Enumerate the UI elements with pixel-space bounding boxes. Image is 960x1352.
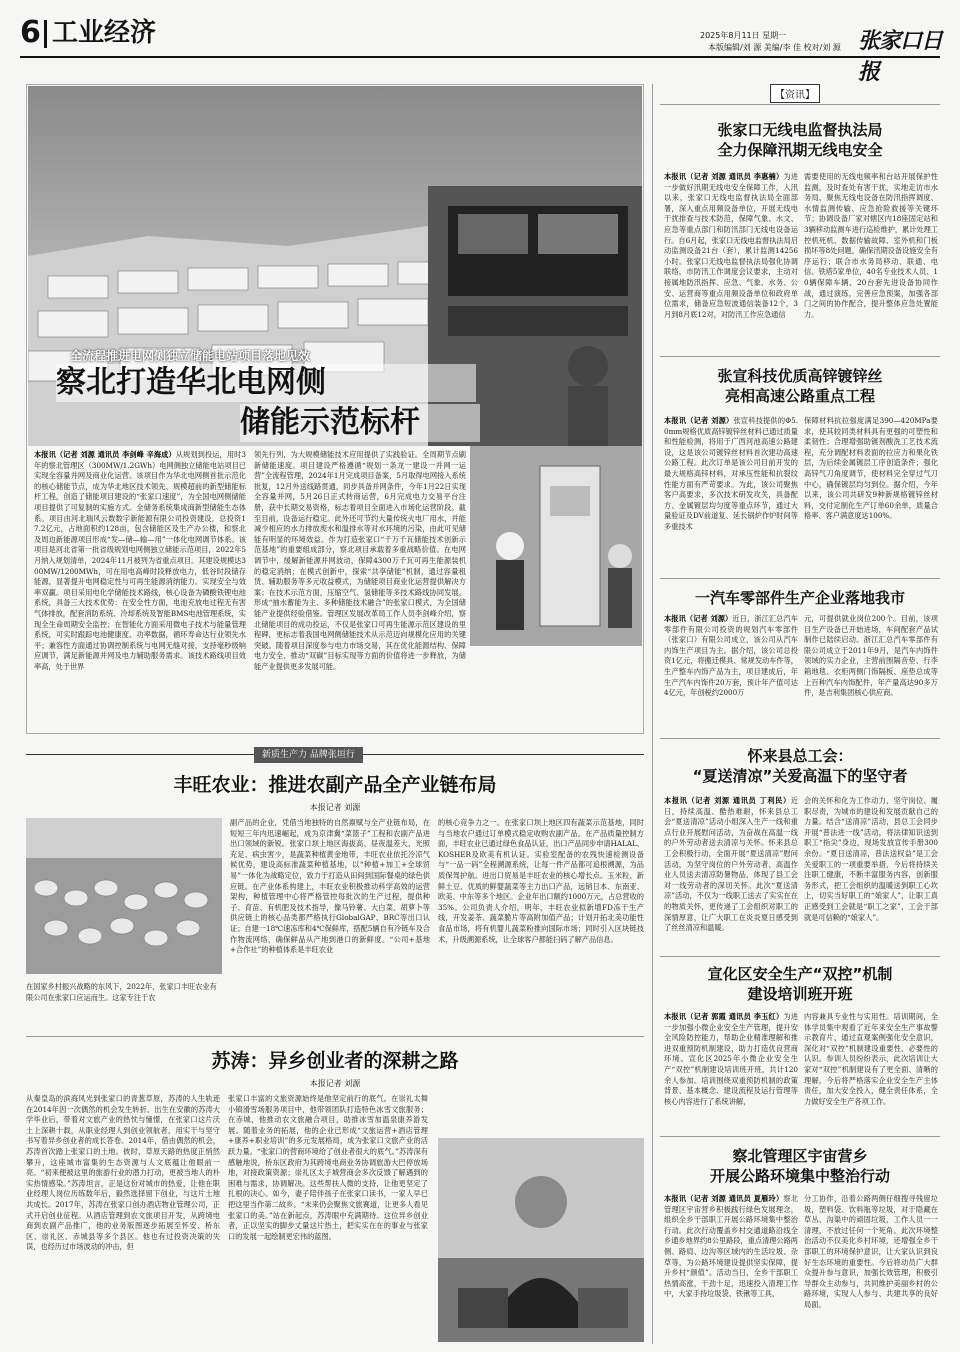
lead-title-line2: 储能示范标杆 — [240, 404, 480, 442]
lead-photo-engineers — [470, 446, 642, 646]
news2-byline: 本报讯（记者 刘源） — [664, 416, 734, 425]
sutao-byline: 本报记者 刘源 — [309, 1079, 361, 1088]
lead-byline: 本报讯（记者 刘源 通讯员 李剑峰 辛海成） — [34, 450, 176, 459]
fengwang-title: 丰旺农业：推进农副产品全产业链布局 — [173, 774, 497, 796]
news5-byline: 本报讯（记者 郭霞 通讯员 李玉红） — [664, 1012, 784, 1021]
news3-title: 一汽车零部件生产企业落地我市 — [694, 589, 905, 607]
section-title: 工业经济 — [52, 18, 157, 48]
news5-title-line1: 宣化区安全生产“双控”机制 — [707, 965, 893, 983]
lead-title-line1: 察北打造华北电网侧 — [56, 364, 476, 402]
news5-col2: 内容兼具专业性与实用性。培训期间，全体学员集中观看了近年来安全生产事故警示教育片，通过直观案例强化安全意识，深化对“双控”机制建设重要性、必要性的认识。参训人员纷纷表示，此次培训让大家对“双控”机制建设有了更全面、清晰的理解，今后将严格落实企业安全生产主体责任，加大安全投入，健全责任体系，全力做好安全生产各项工作。 — [804, 1012, 938, 1106]
news5-title-line2: 建设培训班开班 — [747, 985, 853, 1003]
news3-col1 — [664, 614, 798, 734]
lead-subtitle: 全流程推进电网侧独立储能电站项目落地见效 — [70, 349, 311, 363]
divider-fengwang-sutao — [26, 1036, 644, 1037]
news-divider-2 — [660, 578, 940, 579]
news1-col2: 需要使用的无线电频率和台站开展保护性监测，及时查处有害干扰，实地走访市水务局、聚焦无线电设备在防汛指挥调度、水情监测传输、应急抢险救援等关键环节；协调设备厂家对辖区内18座固定站和3辆移动监测车进行巡检维护，累计处理工控机死机、数据传输故障、室外机和门板损坏等8处问题，确保汛期设备设施安全有序运行；联合市水务局移动、联通、电信、铁塔5家单位，40名专业技术人员、10辆保障车辆、20台套先进设备协同作战，通过演练，完善应急预案，加强各部门之间的协作配合，提升整体应急处置能力。 — [804, 172, 938, 319]
header-divider — [44, 20, 47, 48]
news6-title-line2: 开展公路环境集中整治行动 — [709, 1167, 890, 1185]
news-tag: 【资讯】 — [770, 84, 820, 103]
sutao-photo — [438, 1138, 644, 1342]
editor-credits: 本版编辑/刘 源 美编/李 佳 校对/刘 源 — [708, 43, 841, 52]
news1-title-line1: 张家口无线电监督执法局 — [717, 121, 883, 139]
news6-col1-text: 察北管理区宇宙营乡积极践行绿色发展理念，组织全乡干部职工开展公路环境集中整治行动。此次行动覆盖乡村交通道路沿线全乡通乡地界约8公里路段，重点清理公路两侧、路肩、边沟等区域内的生活垃圾、杂草等，为公路环境建设提供坚实保障，提升乡村“颜值”。活动当日，全乡干部职工热情高涨，干劲十足，迅速投入清理工作中，大家手持垃圾袋、铁锹等工具， — [664, 1194, 798, 1299]
news3-col1-text: 近日，浙江汇总汽车零部件有限公司投资的规划汽车零部件（张家口）有限公司成立，该公司从汽车内饰生产项目为主。据介绍，该公司总投资1亿元，将搬迁模具、常规发动车件等，生产整车内饰产品为主，项目建成后，年生产汽车内饰件20万套，预计年产值可达4亿元，年创税约2000万 — [664, 614, 798, 698]
news-divider-5 — [660, 1136, 940, 1137]
engineers-illustration — [470, 446, 642, 646]
news5-col1-text: 为进一步加强小微企业安全生产管理，提升安全风险防控能力，帮助企业精准理解和推进双重预防机制建设，助力打造优良营商环境。宣化区2025年小微企业安全生产“双控”机制建设培训班开班，共计120余人参加。培训围绕双重预防机制的政策背景、基本概念、建设流程及运行管理等核心内容进行了系统讲解， — [664, 1012, 798, 1106]
vegetables-illustration — [26, 818, 222, 974]
news2-col1-text: 张宣科技提供的Φ5.0mm规格优质高锌镀锌丝材料已通过质量和性能检测，将用于广西河池高速公路建设，这是该公司镀锌丝材料首次建功高速公路工程。此次订单是该公司目前开发的最大规格高锌材料，对承压性能和抗裂纹性能方面有严苛要求。为此，该公司聚焦客户高要求，多次技术研发攻关，具备配方、金属镀层均匀度等重点环节，通过大量验证及DV前道复、延长锅炉作炉时间等多重技术 — [664, 416, 798, 531]
fengwang-col3: 的核心竞争力之一。在张家口坝上地区四有蔬菜示范基地，同时与当地农户通过订单模式稳定收购农副产品。在产品质量控制方面，丰旺农业已通过绿色食品认证，出口产品同步申请HALAL、KOSHER及欧美有机认证。实验室配备的农残快速检测设备与“一品一码”全程溯源系统，让每一件产品都可追根溯源，为品质保驾护航。进出口贸易是丰旺农业的核心增长点。玉米粒、新鲜土豆、优质的鲜婴蔬菜等主力出口产品，远销日本、东南亚、欧美、中东等多个地区。企业年出口额约1000万元，占总营收的35%。公司负责人介绍，明年，丰旺农业拟新增FD冻干生产线，开发姜茶、蔬菜脆片等高附加值产品；计划开拓北美功能性食品市场，将有机婴儿蔬菜粉推向国际市场；同时引入区块链技术，升级溯源系统，让全球客户都能扫码了解产品信息。 — [438, 818, 644, 944]
news6-title-line1: 察北管理区宇宙营乡 — [732, 1147, 868, 1165]
sutao-col1: 从秦皇岛的滨海风光到张家口的青葱草原，苏涛的人生轨迹在2014年因一次偶然的机会发生转折。出生在安徽的苏涛大学毕业后，带着对文旅产业的热忱与憧憬，在张家口这片沃土上深耕十载，从职业经理人到创业领航者，用实干与坚守书写着异乡创业者的成长答卷。2014年，借由偶然的机会，苏涛首次踏上张家口的土地。彼时，草原天路的热度正悄然攀升，这座城市富集的生态资源与人文底蕴让他眼前一亮。“初来便被这里的旅游行业的潜力打动，更被当地人的朴实热情感染。”苏涛坦言，正是这份对城市的热爱，让他在职业经理人岗位历练数年后，毅然选择留下创业，与这片土地共成长。2017年，苏涛在张家口创办酒店物业管理公司，正式开启创业征程。从酒店管理到农文旅项目开发，从跨境电商到农副产品推广，他的业务版图逐步拓展至怀安、桥东区、崇礼区、赤城县等多个县区。他也有过投资决策的失误，也经历过市场波动的冲击，但 — [26, 1094, 220, 1252]
news3-byline: 本报讯（记者 刘源） — [664, 614, 733, 623]
news1-col1-text: 为进一步做好汛期无线电安全保障工作，入汛以来，张家口无线电监督执法局全面部署，深入重点用频设备单位，开展无线电干扰排查与技术防范，保障气象、水文、应急等重点部门和防汛部门无线电设备运行。自6月起，张家口无线电监督执法局启动监测设备21台（套），累计监测14256小时。张家口无线电监督执法局强化协调联络，市防汛工作调度会议要求，主动对接属地防汛指挥、应急、气象、水务、公安、运营商等重点用频设备单位和政府单位需求，储备应急短波通信装备12个，3月到8月底12对，对防汛工作应急通信 — [664, 172, 798, 319]
news4-title-line1: 怀来县总工会： — [747, 747, 853, 765]
fengwang-col2: 副产品的企业，凭借当地独特的自然禀赋与全产业链布局，在短短三年内迅速崛起，成为京津冀“菜篮子”工程和农副产品进出口领域的新锐。张家口坝上地区海拔高、昼夜温差大、光照充足、病虫害少，是蔬菜种植黄金地带，丰旺农业依托冷凉气候优势，建设高标准蔬菜种植基地，以“种植+加工+全球贸易”一体化为战略定位，致力于打造从田间到国际餐桌的绿色供应链。在产业体系构建上，丰旺农业积极推动科学高效的运营架构，种植管理中心将严格管控每批次的生产过程，提供种子、育苗、有机肥及技术指导，像马铃薯、大白菜、胡萝卜等供应链上的核心品类都严格执行GlobalGAP、BRC等出口认证；自建一18℃速冻库和4℃保鲜库，搭配5辆自有冷链车及合作物流网络，确保鲜品从产地到港口的新鲜度。“公司+基地+合作社”的种植体系是丰旺农业 — [230, 818, 430, 955]
header-rule — [20, 56, 940, 58]
sutao-col2: 张家口丰富的文旅资源始终是他坚定前行的底气。在崇礼太舞小镇滑雪场服务项目中，他带领团队打造特色冰雪文旅服务；在赤城，他推动农文旅融合项目，助推冰雪加温泉康养游发展。随着业务的拓展，他的企业已形成“文旅运营+酒店管理+康养+职业培训”的多元发展格局，成为张家口文旅产业的活跃力量。“张家口的营商环境给了创业者很大的底气。”苏涛深有感触地说，桥东区政府为其跨境电商业务协调旅游大巴停放场地，对接政策资源；崇礼区太子城营商会多次反馈了解遇到的困难与需求，协调解决。这些帮扶人微的支持，让他更坚定了扎根的决心。如今，妻子陪伴孩子在张家口读书，一家人早已把这里当作第二故乡。“未来仍会聚焦文旅赛道，让更多人看见张家口的美。”站在新起点，苏涛眼中充满期待。这位异乡创业者，正以坚实的脚步丈量这片热土，把实实在在的事业与张家口的发展一起绘制更宏伟的蓝图。 — [228, 1094, 428, 1241]
news6-col1 — [664, 1194, 798, 1344]
portrait-illustration — [438, 1138, 644, 1342]
lead-col1-text: 从规划到投运，用时3年的察北管理区（300MW/1.2GWh）电网侧独立储能电站项目已实现全容量并网及商业化运营。该项目作为华北电网侧首批示范化的核心储能节点，成为华北地区技术领先、规模超前的新型储能标杆工程，创造了储能项目建设的“张家口速度”，为全国电网侧储能项目提供了可复制的实施方式。全储务系统集成商新型储能生态体系。项目由河北瑞风云数数字新能源有限公司投资建设，总投资17.2亿元，占地面积约128亩，包含储能区及生产办公楼，和察北及周边新能源项目形成“发—储—输—用”一体化电网调节体系。该项目是河北省第一批省级规划电网侧独立储能示范项目，2022年5月纳入规划清单，2024年11月被列为省重点项目。其建设规模达300MW/1200MWh，可在用电高峰时段释放电力，低谷时段储存能源，显著提升电网稳定性与可再生能源消纳能力。实现安全与效率双赢。项目采用电化学储能技术路线，核心设备为磷酸铁锂电池系统，具备三大技术优势：在安全性方面，电池充放电过程无有害气体排放，配套消防系统、冷却系统及智能BMS电池管理系统，实现全生命周期安全监控；在智能化方面采用微电子技术与能量管理系统，可实时跟踪电池健康度、功率数据，循环寿命达行业领先水平；兼容性方面通过协调控制系统与电网无缝对接，支持毫秒级响应调节，满足新能源并网及电力辅助服务需求。该技术路线项目效率高，处于世界 — [34, 450, 246, 671]
news4-col1 — [664, 796, 798, 954]
news1-col1 — [664, 172, 798, 352]
news3-col2: 元，可提供就业岗位200个。目前，该项目生产设备已开始进场，车间配套产品试制作已陆续启动。浙江汇总汽车零部件有限公司成立于2011年9月，是汽车内饰件领域的实力企业，主营前围隔音垫、行李箱地毯、衣柜两侧门饰隔板、座垫总成等上百种汽车内饰配件，年产量高达90多万件，是吉利集团核心供应商。 — [804, 614, 938, 698]
news2-title-line1: 张宣科技优质高锌镀锌丝 — [717, 367, 883, 385]
news-divider-4 — [660, 956, 940, 957]
news2-title-line2: 亮相高速公路重点工程 — [724, 387, 875, 405]
news6-byline: 本报讯（记者 刘源 通讯员 夏雁玲） — [664, 1194, 784, 1203]
fengwang-byline: 本报记者 刘源 — [309, 803, 361, 812]
news2-col2: 保障材料抗拉强度满足390—420MPa要求，使其较同类材料具有更强的可塑性和柔韧性；合理增强助镀剂酸洗工艺技术流程，充分调配材料表面的拉应力和果化铁层，为后续金属镀层工序创造条件；强化高锌气刀角度调节，使材料完全穿过气刀中心，确保镀层均匀到位。据介绍，今年以来，该公司共研发9种新规格镀锌丝材料，交付定制化生产订单60余单，质量合格率、客户满意度达100%。 — [804, 416, 938, 521]
news-divider-3 — [660, 738, 940, 739]
news5-col1 — [664, 1012, 798, 1132]
column-divider — [652, 84, 653, 1344]
news1-byline: 本报讯（记者 刘源 通讯员 李惠楠） — [664, 172, 784, 181]
sutao-title: 苏涛：异乡创业者的深耕之路 — [211, 1050, 459, 1072]
news4-byline: 本报讯（记者 刘源 通讯员 丁利民） — [664, 796, 791, 805]
news1-title-line2: 全力保障汛期无线电安全 — [717, 141, 883, 159]
fengwang-photo — [26, 818, 222, 974]
news4-col1-text: 近日，持续高温、酷热难耐，怀来县总工会“夏送清凉”活动小组深入生产一线和重点行业开展慰问活动，为奋战在高温一线的户外劳动者送去清凉与关怀。怀来县总工会积极行动，全面开展“夏送清凉”慰问活动，为坚守岗位的户外劳动者、高温作业人员送去清凉防暑物品，体现了县工会对一线劳动者的深切关怀。此次“夏送清凉”活动，不仅为一线职工送去了实实在在的物质关怀，更传递了工会组织对职工的深情厚意，让广大职工在炎炎夏日感受到了丝丝清凉和温暖。 — [664, 796, 798, 933]
news2-col1 — [664, 416, 798, 576]
news4-col2: 会的关怀和化为工作动力，坚守岗位、履职尽责，为城市的建设和发展贡献自己的力量。结合“送清凉”活动，县总工会同步开展“普法进一线”活动，将法律知识送到职工“指尖”身边，现场发放宣传手册300余份。“夏日送清凉，普法送权益”是工会关爱职工的一项重要举措，今后将持续关注职工健康，不断丰富服务内容，创新服务形式，把工会组织的温暖送到职工心坎上，切实当好职工的“娘家人”，让职工真正感受到工会就是“职工之家”，工会干部就是可信赖的“娘家人”。 — [804, 796, 938, 922]
news4-title-line2: “夏送清凉”关爱高温下的坚守者 — [692, 767, 908, 785]
news-tag-rule — [660, 104, 940, 105]
issue-date: 2025年8月11日 星期一 — [700, 31, 787, 40]
news6-col2: 分工协作，沿着公路两侧仔细搜寻残留垃圾，塑料袋、饮料瓶等垃圾，对于隐藏在草丛、沟渠中的顽固垃圾，工作人员一一清理，不放过任何一个死角。此次环境整治活动不仅美化乡村环境，还增强全乡干部职工的环境保护意识，让大家认识到良好生态环境的重要性。今后将动员广大群众提升参与意识，加强长效管理，积极引导群众主动参与，共同维护美丽乡村的公路环境，实现人人参与、共建共享的良好局面。 — [804, 1194, 938, 1309]
news-divider-1 — [660, 356, 940, 357]
lead-col2: 领先行列，为大规模储能技术应用提供了实践验证。全周期节点刷新储能速度。项目建设严格遵循“规划一条龙一建设一并网一运营”全流程管理，2024年1月完成项目备案，5月取得电网接入系统批复，12月外送线路贯通，同步具备并网条件，今年1月22日实现全容量并网，5月26日正式转商运营，6月完成电力交易平台注册，获中长期交易资格，标志着项目全面进入市场化运营阶段。截至目前，设备运行稳定。此外还可节约大量传统火电厂用水，并能减少相应的水力排放废水和温排水等对水环境的污染，由此可见储能有明显的环境效益。作为打造张家口“千万千瓦储能技术创新示范基地”的重要组成部分，察北项目承载着多重战略价值。在电网调节中，缓解新能源并网波动，保障4300万千瓦可再生能源装机的稳定消纳；在模式创新中，探索“共享储能”机制，通过容量租赁、辅助服务等多元收益模式，为储能项目商业化运营提供解决方案；在技术示范方面，压缩空气、氢储能等多技术路线协同发展，形成“抽水蓄能为主、多种储能技术融合”的张家口模式，为全国储能产业提供经验借鉴。管理区发展改革局工作人员李剑峰介绍，察北储能项目的成功投运，不仅是张家口可再生能源示范区建设的里程碑，更标志着我国电网侧储能技术从示范迈向规模化应用的关键突破。随着项目深度参与电力市场交易，其在优化能源结构、保障电力安全、推动“双碳”目标实现等方面的价值将进一步释放，为储能产业提供更多发展可能。 — [254, 450, 466, 671]
section-band-label: 新质生产力 品牌张垣行 — [254, 747, 363, 763]
lead-col1 — [34, 450, 246, 730]
page-number: 6 — [20, 15, 41, 50]
masthead-logo: 张家口日报 — [858, 28, 943, 85]
fengwang-caption: 在国家乡村振兴战略的东风下，2022年，张家口丰旺农业有限公司在张家口应运而生。这家专注于农 — [26, 982, 217, 1002]
